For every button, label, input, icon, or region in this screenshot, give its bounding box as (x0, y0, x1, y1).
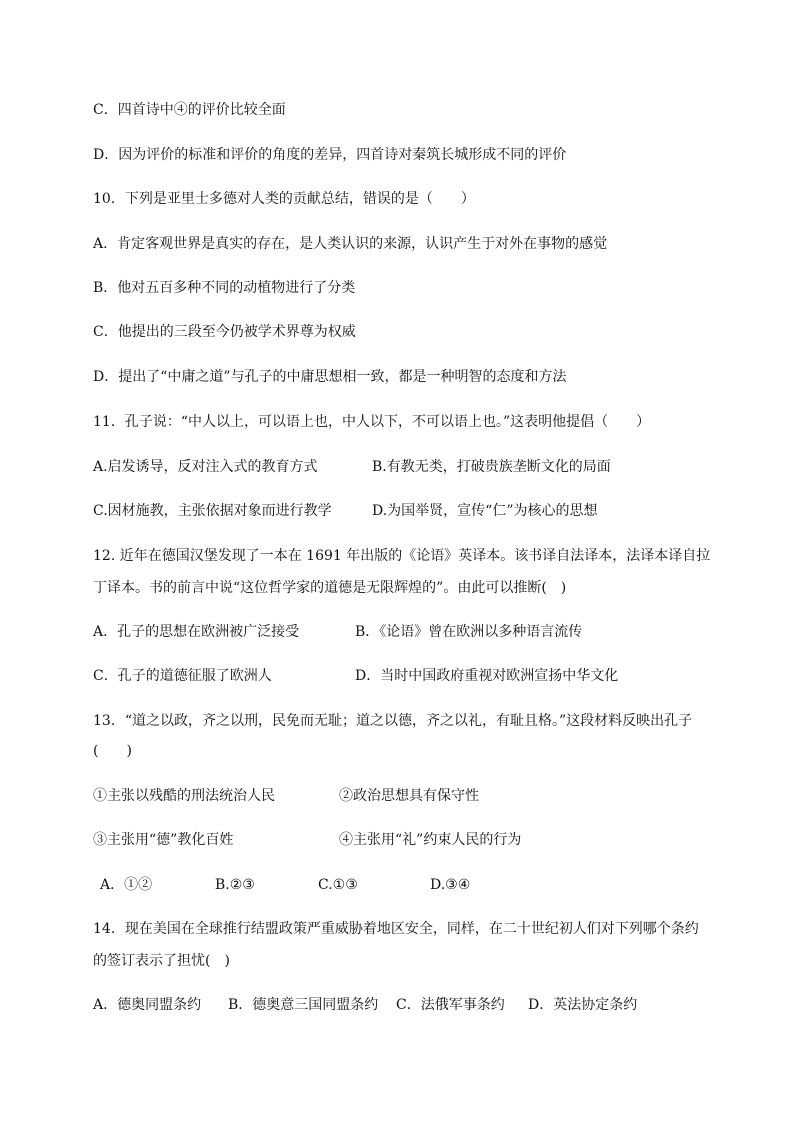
q10-stem: 10．下列是亚里士多德对人类的贡献总结，错误的是（ ） (93, 191, 475, 207)
q12-option-c: C．孔子的道德征服了欧洲人 (93, 668, 272, 684)
q13-item-4: ④主张用“礼”约束人民的行为 (339, 832, 522, 848)
q13-option-d: D.③④ (430, 877, 471, 893)
q14-stem-line1: 14．现在美国在全球推行结盟政策严重威胁着地区安全，同样，在二十世纪初人们对下列哪个条约 (93, 921, 699, 937)
q11-option-c: C.因材施教，主张依据对象而进行教学 (93, 503, 332, 519)
q12-stem-line2: 丁译本。书的前言中说“这位哲学家的道德是无限辉煌的”。由此可以推断( ) (93, 580, 567, 596)
q11-option-a: A.启发诱导，反对注入式的教育方式 (93, 459, 318, 475)
q13-stem-line2: ( ) (93, 743, 132, 759)
q13-option-b: B.②③ (215, 877, 255, 893)
q10-option-c: C．他提出的三段至今仍被学术界尊为权威 (93, 324, 356, 340)
q10-option-b: B．他对五百多种不同的动植物进行了分类 (93, 280, 356, 296)
q9-option-c: C．四首诗中④的评价比较全面 (93, 102, 286, 118)
q14-stem-line2: 的签订表示了担忧( ) (93, 953, 230, 969)
q12-option-d: D．当时中国政府重视对欧洲宣扬中华文化 (355, 668, 619, 684)
q13-item-2: ②政治思想具有保守性 (339, 788, 479, 804)
q10-option-d: D．提出了“中庸之道”与孔子的中庸思想相一致，都是一种明智的态度和方法 (93, 369, 567, 385)
q13-item-1: ①主张以残酷的刑法统治人民 (93, 788, 275, 804)
q11-stem: 11．孔子说：“中人以上，可以语上也，中人以下，不可以语上也。”这表明他提倡（ ） (93, 414, 651, 430)
q13-item-3: ③主张用“德”教化百姓 (93, 832, 234, 848)
q12-stem-line1: 12. 近年在德国汉堡发现了一本在 1691 年出版的《论语》英译本。该书译自法译本，法译本译自拉 (93, 548, 711, 564)
q14-option-b: B．德奥意三国同盟条约 (228, 997, 379, 1013)
q11-option-d: D.为国举贤，宣传“仁”为核心的思想 (372, 503, 598, 519)
q14-option-c: C．法俄军事条约 (396, 997, 505, 1013)
q13-stem-line1: 13．“道之以政，齐之以刑，民免而无耻；道之以德，齐之以礼，有耻且格。”这段材料反映出孔子 (93, 713, 693, 729)
q14-option-d: D．英法协定条约 (528, 997, 638, 1013)
q13-option-c: C.①③ (318, 877, 358, 893)
q12-option-a: A．孔子的思想在欧洲被广泛接受 (93, 624, 300, 640)
q11-option-b: B.有教无类，打破贵族垄断文化的局面 (372, 459, 611, 475)
q9-option-d: D．因为评价的标准和评价的角度的差异，四首诗对秦筑长城形成不同的评价 (93, 147, 567, 163)
q10-option-a: A．肯定客观世界是真实的存在，是人类认识的来源，认识产生于对外在事物的感觉 (93, 236, 608, 252)
q14-option-a: A．德奥同盟条约 (93, 997, 202, 1013)
q13-option-a: A．①② (100, 877, 153, 893)
q12-option-b: B．《论语》曾在欧洲以多种语言流传 (355, 624, 583, 640)
